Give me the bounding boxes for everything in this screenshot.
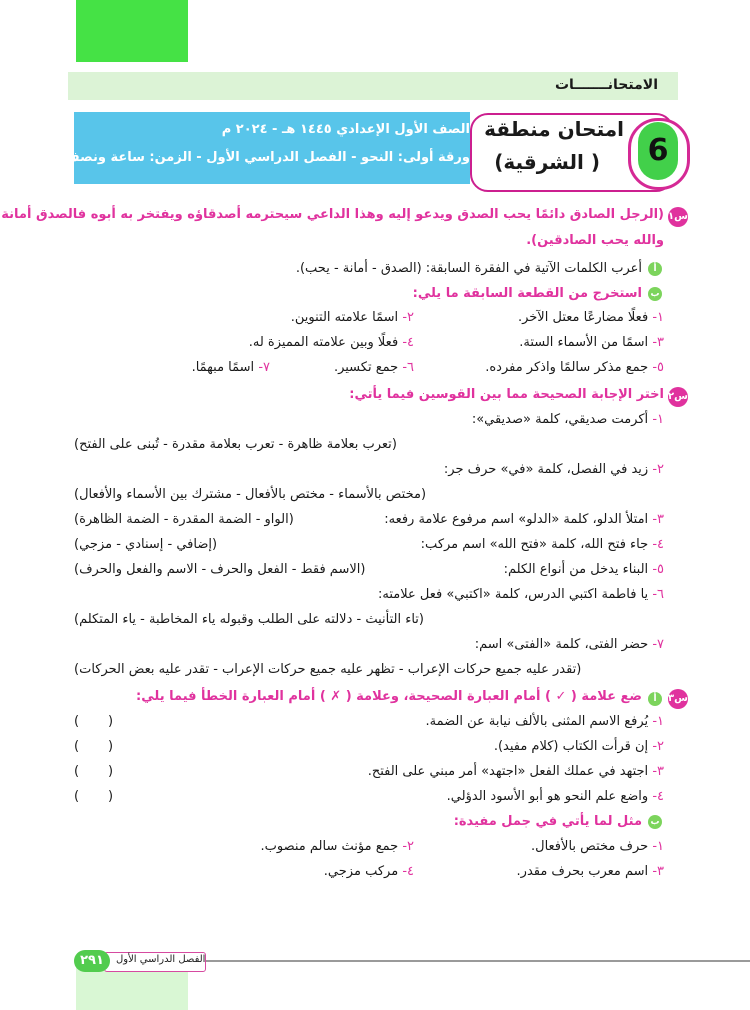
q3-answer-blank[interactable]: ( ) — [74, 714, 114, 729]
exam-title: امتحان منطقة — [484, 117, 624, 141]
q1-item: ٣- اسمًا من الأسماء الستة. — [519, 335, 664, 350]
q1-part-b-text: استخرج من القطعة السابقة ما يلي: — [412, 286, 642, 301]
footer-label: الفصل الدراسي الأول — [116, 954, 206, 965]
q3-statement: ٤- واضع علم النحو هو أبو الأسود الدؤلي. — [446, 789, 664, 804]
q3-part-a-marker: أ — [648, 692, 662, 706]
q3-title: ضع علامة ( ✓ ) أمام العبارة الصحيحة، وعلامة ( ✗ ) أمام العبارة الخطأ فيما يلي: — [136, 689, 642, 704]
q2-options: (تاء التأنيث - دلالته على الطلب وقبوله ياء المخاطبة - ياء المتكلم) — [74, 612, 424, 627]
q1-part-a-marker: أ — [648, 262, 662, 276]
q1-item: ١- فعلًا مضارعًا معتل الآخر. — [517, 310, 664, 325]
q2-options: (إضافي - إسنادي - مزجي) — [74, 537, 218, 552]
question-3-marker: س٣ — [668, 689, 688, 709]
q3-answer-blank[interactable]: ( ) — [74, 739, 114, 754]
q1-item: ٧- اسمًا مبهمًا. — [191, 360, 270, 375]
exam-info-line1: الصف الأول الإعدادي ١٤٤٥ هـ - ٢٠٢٤ م — [221, 122, 470, 137]
top-green-block — [76, 0, 188, 62]
q2-options: (الاسم فقط - الفعل والحرف - الاسم والفعل والحرف) — [74, 562, 366, 577]
q1-part-a-text: أعرب الكلمات الآتية في الفقرة السابقة: (الصدق - أمانة - يحب). — [295, 261, 642, 276]
q3-statement: ١- يُرفع الاسم المثنى بالألف نيابة عن الضمة. — [425, 714, 664, 729]
q3-example: ١- حرف مختص بالأفعال. — [531, 839, 664, 854]
q1-item: ٥- جمع مذكر سالمًا واذكر مفرده. — [485, 360, 664, 375]
q1-part-b-marker: ب — [648, 287, 662, 301]
q3-part-b-text: مثل لما يأتي في جمل مفيدة: — [453, 814, 642, 829]
q3-example: ٢- جمع مؤنث سالم منصوب. — [260, 839, 414, 854]
q3-answer-blank[interactable]: ( ) — [74, 764, 114, 779]
page-number: ٢٩١ — [74, 950, 110, 972]
q2-title: اختر الإجابة الصحيحة مما بين القوسين فيما يأتي: — [349, 387, 664, 402]
q2-options: (الواو - الضمة المقدرة - الضمة الظاهرة) — [74, 512, 294, 527]
exam-info-line2: ورقة أولى: النحو - الفصل الدراسي الأول - الزمن: ساعة ونصف — [64, 150, 470, 165]
q3-example: ٤- مركب مزجي. — [323, 864, 414, 879]
q3-answer-blank[interactable]: ( ) — [74, 789, 114, 804]
q2-question: ٣- امتلأ الدلو، كلمة «الدلو» اسم مرفوع علامة رفعه: — [384, 512, 664, 527]
question-1-marker: س١ — [668, 207, 688, 227]
q1-passage-line1: (الرجل الصادق دائمًا يحب الصدق ويدعو إليه وهذا الداعي سيحترمه أصدقاؤه ويفتخر به أبوه فالصدق أمانة — [1, 207, 664, 222]
q3-statement: ٣- اجتهد في عملك الفعل «اجتهد» أمر مبني على الفتح. — [367, 764, 664, 779]
exam-number: 6 — [638, 122, 678, 180]
q3-part-b-marker: ب — [648, 815, 662, 829]
q3-statement: ٢- إن قرأت الكتاب (كلام مفيد). — [493, 739, 664, 754]
q2-question: ٦- يا فاطمة اكتبي الدرس، كلمة «اكتبي» فعل علامته: — [377, 587, 664, 602]
q1-item: ٢- اسمًا علامته التنوين. — [290, 310, 414, 325]
q2-question: ١- أكرمت صديقي، كلمة «صديقي»: — [471, 412, 664, 427]
q1-item: ٤- فعلًا وبين علامته المميزة له. — [248, 335, 414, 350]
q2-question: ٢- زيد في الفصل، كلمة «في» حرف جر: — [443, 462, 664, 477]
section-label: الامتحانـــــــات — [554, 77, 658, 93]
q2-options: (تعرب بعلامة ظاهرة - تعرب بعلامة مقدرة - تُبنى على الفتح) — [74, 437, 397, 452]
question-2-marker: س٢ — [668, 387, 688, 407]
q1-item: ٦- جمع تكسير. — [333, 360, 414, 375]
q2-options: (تقدر عليه جميع حركات الإعراب - تظهر عليه جميع حركات الإعراب - تقدر عليه بعض الحركات) — [74, 662, 582, 677]
q2-question: ٤- جاء فتح الله، كلمة «فتح الله» اسم مركب: — [420, 537, 664, 552]
footer-rule — [200, 960, 750, 962]
q3-example: ٣- اسم معرب بحرف مقدر. — [516, 864, 664, 879]
exam-region: ( الشرقية) — [494, 150, 600, 174]
q2-question: ٧- حضر الفتى، كلمة «الفتى» اسم: — [474, 637, 664, 652]
q1-passage-line2: والله يحب الصادقين). — [526, 233, 664, 248]
q2-question: ٥- البناء يدخل من أنواع الكلم: — [503, 562, 664, 577]
q2-options: (مختص بالأسماء - مختص بالأفعال - مشترك بين الأسماء والأفعال) — [74, 487, 427, 502]
